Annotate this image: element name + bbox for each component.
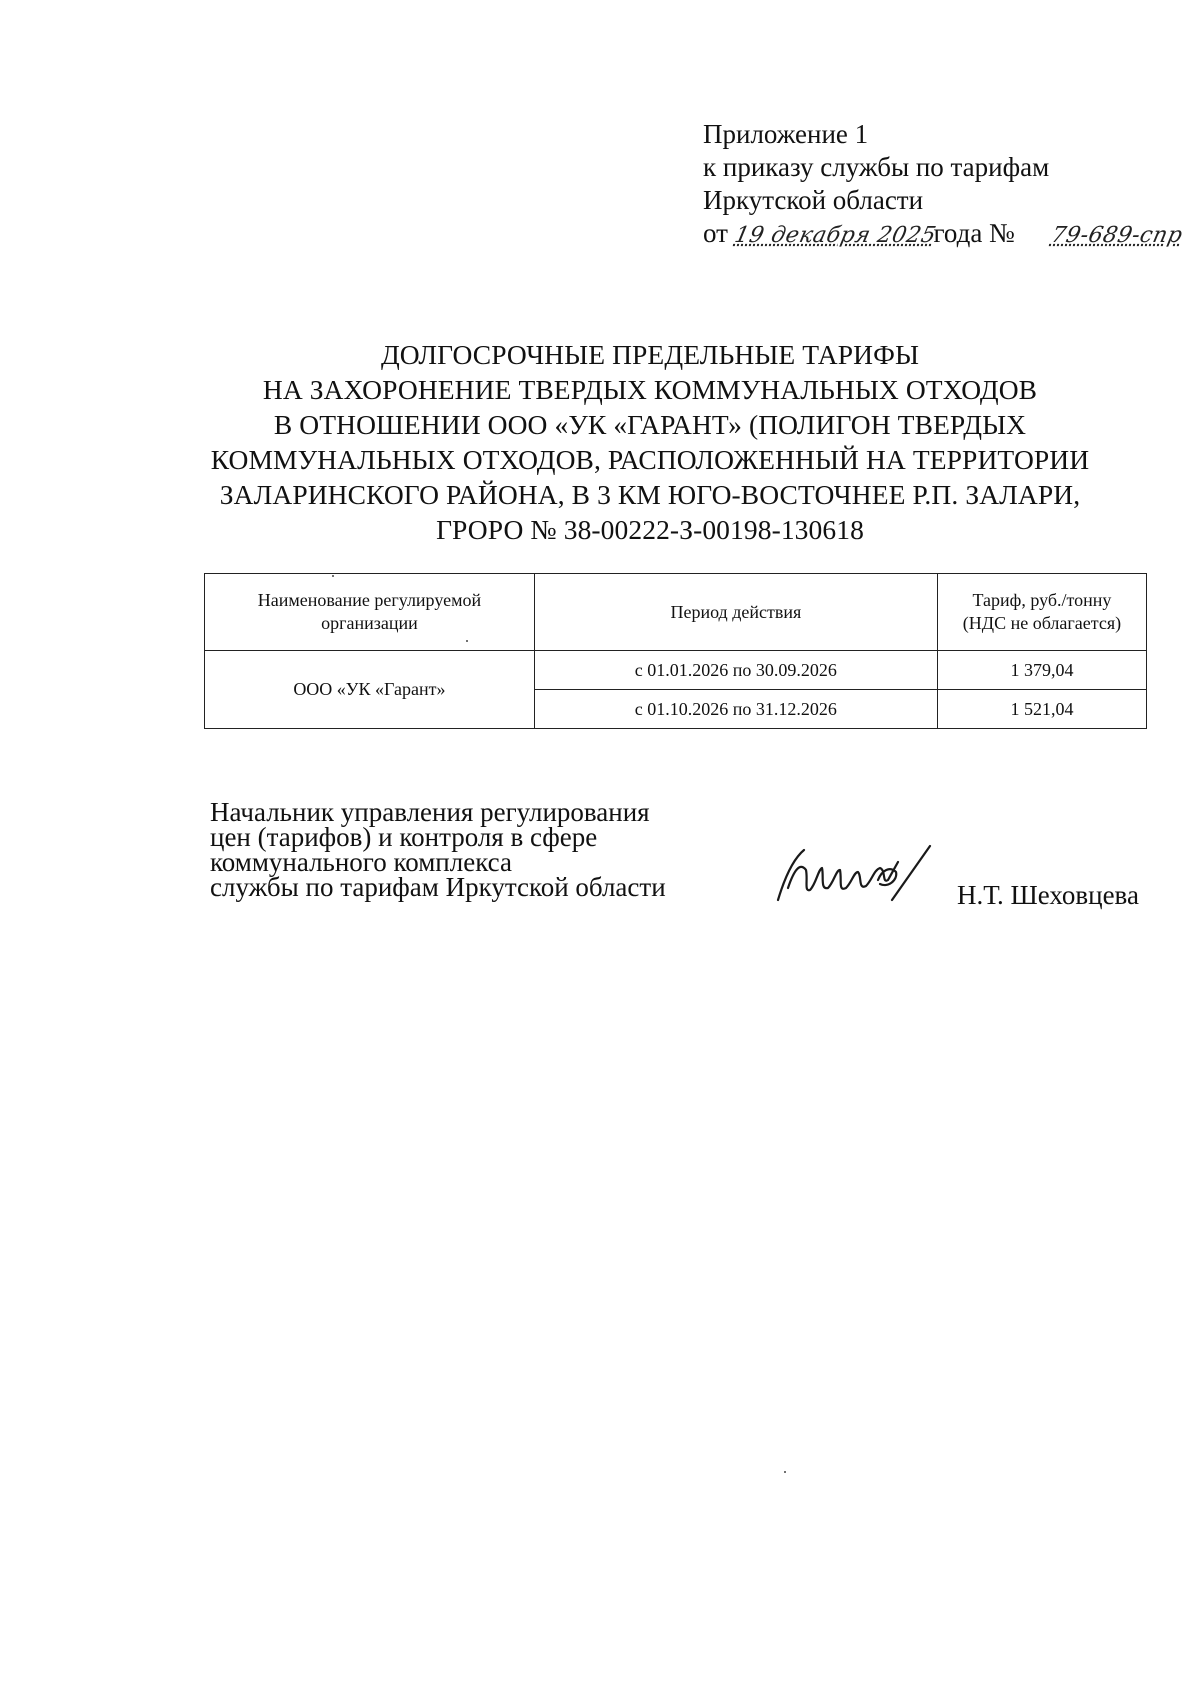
handwritten-order-number: 79-689-спр (1048, 223, 1185, 248)
signer-name: Н.Т. Шеховцева (957, 880, 1139, 910)
position-line: службы по тарифам Иркутской области (210, 872, 666, 902)
handwritten-signature (770, 840, 950, 910)
position-line: коммунального комплекса (210, 847, 512, 877)
position-line: Начальник управления регулирования (210, 797, 650, 827)
appendix-region: Иркутской области (703, 185, 924, 215)
title-line: ДОЛГОСРОЧНЫЕ ПРЕДЕЛЬНЫЕ ТАРИФЫ (380, 339, 920, 370)
header-org-line: организации (321, 613, 418, 633)
header-tariff-line: Тариф, руб./тонну (972, 590, 1112, 610)
appendix-header (703, 118, 1185, 252)
scan-speck (784, 1471, 786, 1473)
title-line: НА ЗАХОРОНЕНИЕ ТВЕРДЫХ КОММУНАЛЬНЫХ ОТХОДОВ (262, 374, 1038, 405)
table-row (205, 651, 1147, 690)
header-tariff (937, 574, 1146, 651)
appendix-number: Приложение 1 (703, 119, 869, 149)
year-word: года № (933, 218, 1015, 248)
date-prefix: от (703, 218, 728, 248)
title-line: ЗАЛАРИНСКОГО РАЙОНА, В 3 КМ ЮГО-ВОСТОЧНЕЕ Р.П. ЗАЛАРИ, (219, 479, 1081, 510)
header-org-line: Наименование регулируемой (257, 590, 482, 610)
tariff-table (204, 573, 1147, 729)
signatory-position (210, 797, 666, 902)
table-header-row (205, 574, 1147, 651)
header-organization (205, 574, 535, 651)
header-period: Период действия (534, 574, 937, 651)
scan-speck (466, 640, 468, 642)
tariff-cell: 1 521,04 (937, 690, 1146, 729)
handwritten-date: 19 декабря 2025 (732, 223, 939, 248)
title-line: ГРОРО № 38-00222-З-00198-130618 (436, 514, 864, 545)
appendix-order-ref: к приказу службы по тарифам (703, 152, 1050, 182)
document-title (150, 337, 1150, 547)
tariff-cell: 1 379,04 (937, 651, 1146, 690)
title-line: КОММУНАЛЬНЫХ ОТХОДОВ, РАСПОЛОЖЕННЫЙ НА ТЕРРИТОРИИ (210, 444, 1090, 475)
period-cell: с 01.01.2026 по 30.09.2026 (534, 651, 937, 690)
header-tariff-line: (НДС не облагается) (962, 613, 1122, 633)
position-line: цен (тарифов) и контроля в сфере (210, 822, 598, 852)
organization-cell: ООО «УК «Гарант» (205, 651, 535, 729)
scan-speck (332, 575, 334, 577)
title-line: В ОТНОШЕНИИ ООО «УК «ГАРАНТ» (ПОЛИГОН ТВЕРДЫХ (273, 409, 1027, 440)
period-cell: с 01.10.2026 по 31.12.2026 (534, 690, 937, 729)
appendix-date-line (703, 217, 1185, 252)
